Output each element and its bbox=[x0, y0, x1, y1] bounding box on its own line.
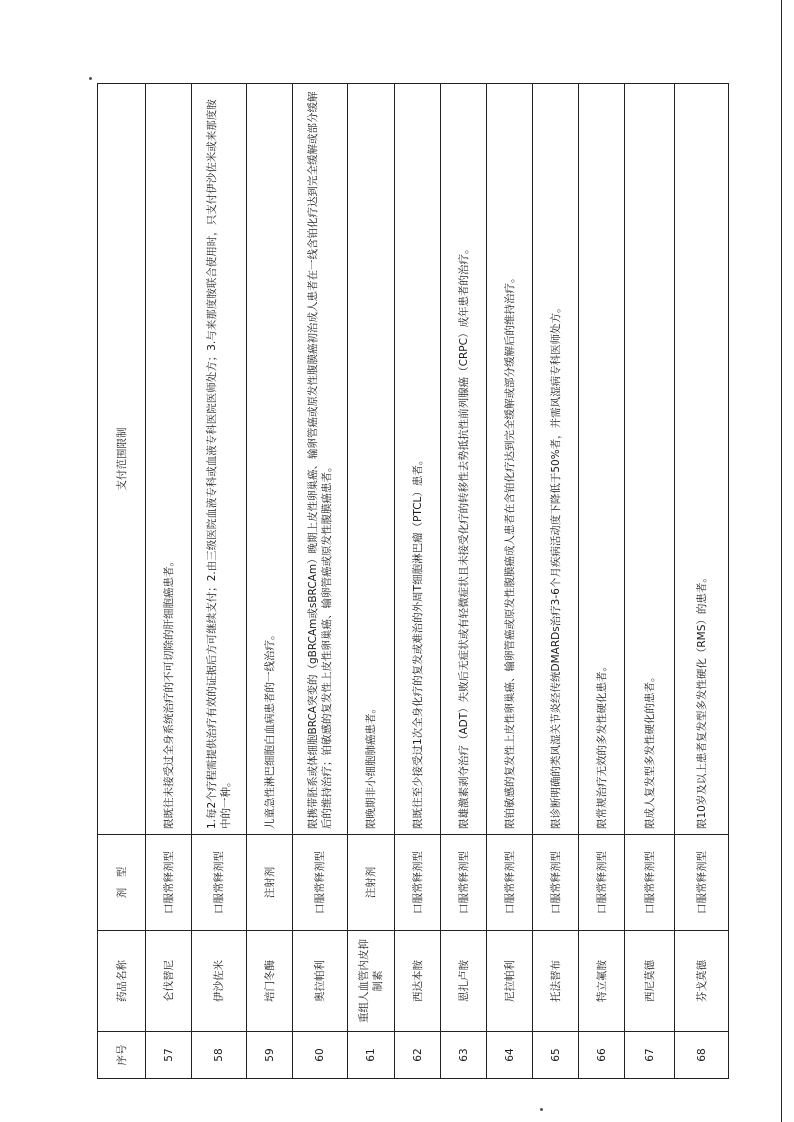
row-payment-scope: 限10岁及以上患者复发型多发性硬化（RMS）的患者。 bbox=[675, 84, 729, 835]
row-dosage-form: 口服常释剂型 bbox=[625, 835, 675, 931]
row-payment-scope: 儿童急性淋巴细胞白血病患者的一线治疗。 bbox=[247, 84, 293, 835]
row-no: 64 bbox=[487, 1032, 533, 1079]
table-row bbox=[395, 84, 441, 1079]
row-dosage-form: 口服常释剂型 bbox=[441, 835, 487, 931]
header-no: 序号 bbox=[98, 1032, 146, 1079]
drug-payment-table bbox=[97, 83, 729, 1079]
row-dosage-form: 口服常释剂型 bbox=[146, 835, 192, 931]
row-no: 58 bbox=[192, 1032, 247, 1079]
table-row bbox=[247, 84, 293, 1079]
table-row bbox=[579, 84, 625, 1079]
row-no: 59 bbox=[247, 1032, 293, 1079]
row-dosage-form: 口服常释剂型 bbox=[395, 835, 441, 931]
table-row bbox=[293, 84, 348, 1079]
row-no: 66 bbox=[579, 1032, 625, 1079]
row-drug-name: 尼拉帕利 bbox=[487, 931, 533, 1032]
row-payment-scope: 1.每2个疗程需提供治疗有效的证据后方可继续支付；2.由三级医院血液专科或血液专科医院医师处方；3.与来那度胺联合使用时，只支付伊沙佐米或来那度胺中的一种。 bbox=[192, 84, 247, 835]
header-dosage-form: 剂 型 bbox=[98, 835, 146, 931]
row-no: 63 bbox=[441, 1032, 487, 1079]
row-drug-name: 芬戈莫德 bbox=[675, 931, 729, 1032]
row-drug-name: 奥拉帕利 bbox=[293, 931, 348, 1032]
row-payment-scope: 限常规治疗无效的多发性硬化患者。 bbox=[579, 84, 625, 835]
row-dosage-form: 口服常释剂型 bbox=[675, 835, 729, 931]
row-dosage-form: 口服常释剂型 bbox=[579, 835, 625, 931]
row-drug-name: 仑伐替尼 bbox=[146, 931, 192, 1032]
table-row bbox=[348, 84, 395, 1079]
row-drug-name: 特立氟胺 bbox=[579, 931, 625, 1032]
row-dosage-form: 口服常释剂型 bbox=[533, 835, 579, 931]
row-no: 62 bbox=[395, 1032, 441, 1079]
table-row bbox=[533, 84, 579, 1079]
row-drug-name: 重组人血管内皮抑制素 bbox=[348, 931, 395, 1032]
row-no: 65 bbox=[533, 1032, 579, 1079]
row-payment-scope: 限既往至少接受过1次全身化疗的复发或难治的外周T细胞淋巴瘤（PTCL）患者。 bbox=[395, 84, 441, 835]
row-payment-scope: 限成人复发型多发性硬化的患者。 bbox=[625, 84, 675, 835]
row-no: 61 bbox=[348, 1032, 395, 1079]
row-drug-name: 伊沙佐米 bbox=[192, 931, 247, 1032]
row-no: 57 bbox=[146, 1032, 192, 1079]
table-row bbox=[441, 84, 487, 1079]
header-drug-name: 药品名称 bbox=[98, 931, 146, 1032]
row-dosage-form: 口服常释剂型 bbox=[293, 835, 348, 931]
page-right-edge bbox=[781, 0, 782, 1122]
scan-speck bbox=[89, 77, 92, 80]
table-row bbox=[625, 84, 675, 1079]
row-payment-scope: 限既往未接受过全身系统治疗的不可切除的肝细胞癌患者。 bbox=[146, 84, 192, 835]
table-row bbox=[146, 84, 192, 1079]
row-drug-name: 托法替布 bbox=[533, 931, 579, 1032]
row-no: 68 bbox=[675, 1032, 729, 1079]
table-row bbox=[487, 84, 533, 1079]
table-row bbox=[192, 84, 247, 1079]
row-no: 67 bbox=[625, 1032, 675, 1079]
header-payment-scope: 支付范围限制 bbox=[98, 84, 146, 835]
row-payment-scope: 限晚期非小细胞肺癌患者。 bbox=[348, 84, 395, 835]
row-dosage-form: 口服常释剂型 bbox=[192, 835, 247, 931]
row-drug-name: 西尼莫德 bbox=[625, 931, 675, 1032]
row-dosage-form: 注射剂 bbox=[348, 835, 395, 931]
scan-speck bbox=[540, 1108, 543, 1111]
row-payment-scope: 限雄激素剥夺治疗（ADT）失败后无症状或有轻微症状且未接受化疗的转移性去势抵抗性前列腺癌（CRPC）成年患者的治疗。 bbox=[441, 84, 487, 835]
row-dosage-form: 口服常释剂型 bbox=[487, 835, 533, 931]
row-drug-name: 培门冬酶 bbox=[247, 931, 293, 1032]
row-payment-scope: 限携带胚系或体细胞BRCA突变的（gBRCAm或sBRCAm）晚期上皮性卵巢癌、输卵管癌或原发性腹膜癌初治成人患者在一线含铂化疗达到完全缓解或部分缓解后的维持治疗；铂敏感的复发性上皮性卵巢癌、输卵管癌或原发性腹膜癌患者。 bbox=[293, 84, 348, 835]
table-row bbox=[675, 84, 729, 1079]
row-dosage-form: 注射剂 bbox=[247, 835, 293, 931]
row-payment-scope: 限铂敏感的复发性上皮性卵巢癌、输卵管癌或原发性腹膜癌成人患者在含铂化疗达到完全缓解或部分缓解后的维持治疗。 bbox=[487, 84, 533, 835]
row-payment-scope: 限诊断明确的类风湿关节炎经传统DMARDs治疗3-6个月疾病活动度下降低于50%者，并需风湿病专科医师处方。 bbox=[533, 84, 579, 835]
row-no: 60 bbox=[293, 1032, 348, 1079]
table-header-row bbox=[98, 84, 146, 1079]
rotated-table-container bbox=[97, 84, 724, 1079]
row-drug-name: 恩扎卢胺 bbox=[441, 931, 487, 1032]
row-drug-name: 西达本胺 bbox=[395, 931, 441, 1032]
